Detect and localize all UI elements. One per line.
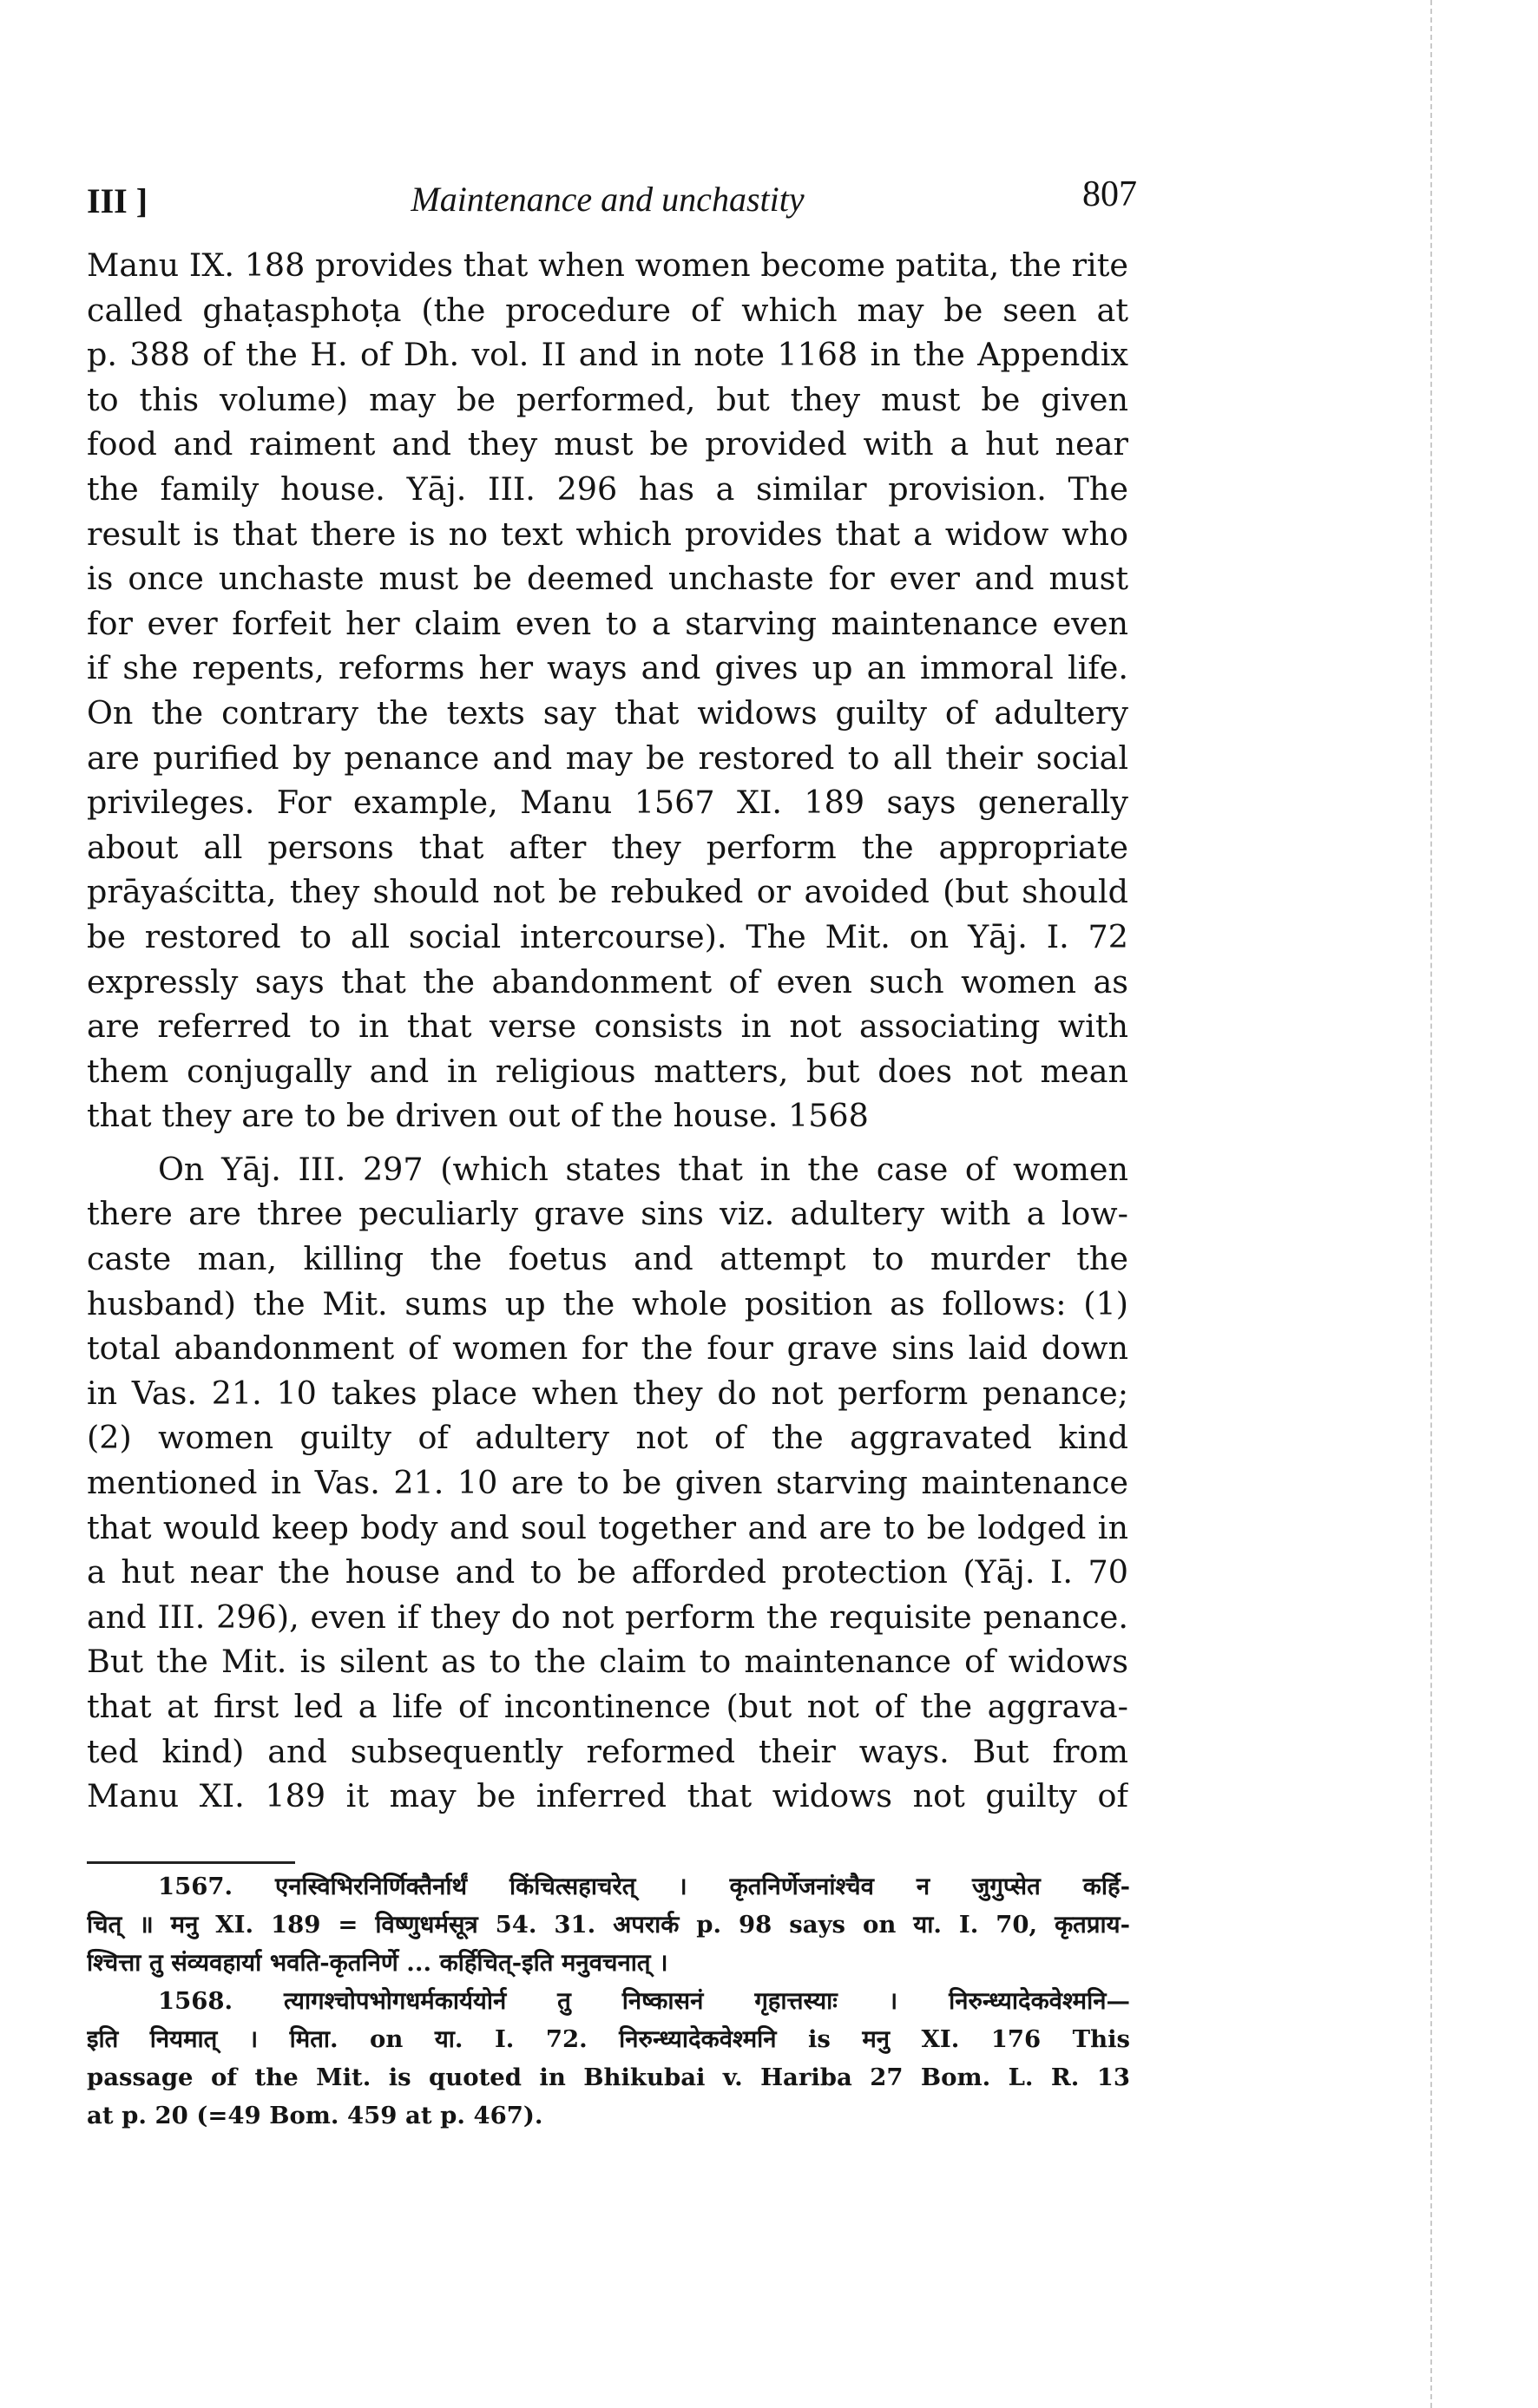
text-line: (2) women guilty of adultery not of the aggravated kind <box>87 1419 1128 1457</box>
text-line: for ever forfeit her claim even to a starving maintenance even <box>87 604 1128 642</box>
text-line: called ghaṭasphoṭa (the procedure of which may be seen at <box>87 291 1128 329</box>
text-line: total abandonment of women for the four grave sins laid down <box>87 1329 1128 1368</box>
text-line: caste man, killing the foetus and attempt to murder the <box>87 1240 1128 1278</box>
text-line: are purified by penance and may be restored to all their social <box>87 738 1128 777</box>
text-line: the family house. Yāj. III. 296 has a similar provision. The <box>87 469 1128 508</box>
scan-edge-line <box>1430 0 1433 2408</box>
text-line: ted kind) and subsequently reformed their ways. But from <box>87 1732 1128 1770</box>
running-header <box>87 165 1137 226</box>
text-line: and III. 296), even if they do not perform the requisite penance. <box>87 1598 1128 1636</box>
text-line: Manu XI. 189 it may be inferred that widows not guilty of <box>87 1777 1128 1815</box>
text-line: them conjugally and in religious matters, but does not mean <box>87 1052 1128 1090</box>
text-line: On the contrary the texts say that widows guilty of adultery <box>87 693 1128 732</box>
footnote-line: श्चित्ता तु संव्यवहार्या भवति-कृतनिर्णे ... कर्हिचित्-इति मनुवचनात् । <box>87 1949 668 1977</box>
text-line: food and raiment and they must be provided with a hut near <box>87 425 1128 463</box>
footnote-line: passage of the Mit. is quoted in Bhikubai v. Hariba 27 Bom. L. R. 13 <box>87 2064 1130 2091</box>
text-line: expressly says that the abandonment of even such women as <box>87 962 1128 1001</box>
text-line: in Vas. 21. 10 takes place when they do not perform penance; <box>87 1374 1128 1412</box>
text-line: is once unchaste must be deemed unchaste for ever and must <box>87 560 1128 598</box>
footnote-line: चित् ॥ मनु XI. 189 = विष्णुधर्मसूत्र 54. 31. अपरार्क p. 98 says on या. I. 70, कृतप्राय- <box>87 1911 1130 1939</box>
main-text <box>87 243 1128 1819</box>
text-line: prāyaścitta, they should not be rebuked or avoided (but should <box>87 873 1128 911</box>
text-line: p. 388 of the H. of Dh. vol. II and in note 1168 in the Appendix <box>87 336 1128 374</box>
footnote-line: इति नियमात् । मिता. on या. I. 72. निरुन्ध्यादेकवेश्मनि is मनु XI. 176 This <box>87 2025 1130 2053</box>
text-line: that would keep body and soul together and are to be lodged in <box>87 1508 1128 1546</box>
text-line: privileges. For example, Manu 1567 XI. 189 says generally <box>87 784 1128 822</box>
text-line: to this volume) may be performed, but they must be given <box>87 380 1128 418</box>
page-number: 807 <box>1082 174 1137 214</box>
running-title: Maintenance and unchastity <box>411 180 805 219</box>
text-line: Manu IX. 188 provides that when women become patita, the rite <box>87 246 1128 284</box>
text-line: be restored to all social intercourse). The Mit. on Yāj. I. 72 <box>87 917 1128 955</box>
text-line: are referred to in that verse consists in not associating with <box>87 1007 1128 1046</box>
footnote-line: 1568. त्यागश्चोपभोगधर्मकार्ययोर्न तु निष्कासनं गृहात्तस्याः । निरुन्ध्यादेकवेश्मनि— <box>158 1987 1130 2015</box>
text-line: result is that there is no text which provides that a widow who <box>87 515 1128 553</box>
footnotes <box>87 1867 1130 2135</box>
text-line: But the Mit. is silent as to the claim to maintenance of widows <box>87 1643 1128 1681</box>
text-line: there are three peculiarly grave sins viz. adultery with a low- <box>87 1195 1128 1233</box>
section-number: III ] <box>87 181 148 220</box>
footnote-divider <box>87 1861 295 1864</box>
text-line: that at first led a life of incontinence (but not of the aggrava- <box>87 1688 1128 1725</box>
footnote-line: 1567. एनस्विभिरनिर्णिक्तैर्नार्थं किंचित्सहाचरेत् । कृतनिर्णेजनांश्चैव न जुगुप्सेत कर्हि- <box>158 1873 1130 1900</box>
footnote-line: at p. 20 (=49 Bom. 459 at p. 467). <box>87 2102 543 2129</box>
text-line: about all persons that after they perform the appropriate <box>87 828 1128 866</box>
text-line: On Yāj. III. 297 (which states that in the case of women <box>158 1150 1128 1188</box>
text-line: that they are to be driven out of the house. 1568 <box>87 1097 869 1135</box>
text-line: mentioned in Vas. 21. 10 are to be given starving maintenance <box>87 1464 1128 1502</box>
text-line: husband) the Mit. sums up the whole position as follows: (1) <box>87 1284 1128 1322</box>
text-line: a hut near the house and to be afforded protection (Yāj. I. 70 <box>87 1553 1128 1591</box>
text-line: if she repents, reforms her ways and gives up an immoral life. <box>87 649 1128 687</box>
